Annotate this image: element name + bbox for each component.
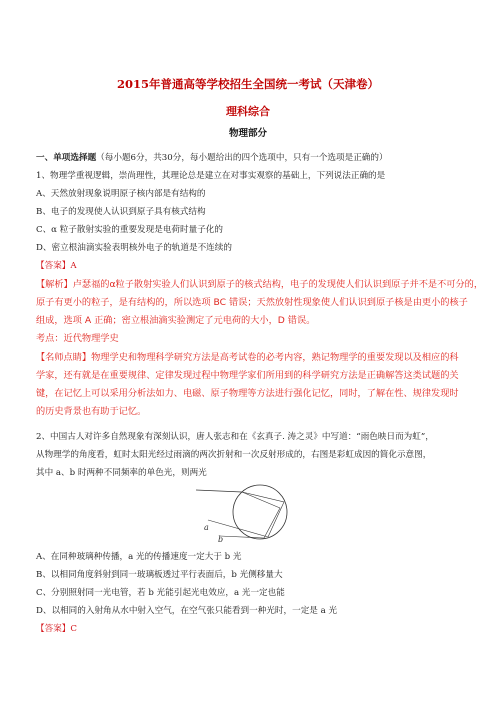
q1-analysis-line: 【解析】卢瑟福的α粒子散射实验人们认识到原子的核式结构，电子的发现使人们认识到原子并不是不可分的， [36,279,484,290]
section-heading [36,153,388,164]
q1-mingshi-line: 键，在记忆上可以采用分析法如力、电磁、原子物理等方法进行强化记忆，同时，了解在性、规律发现时 [36,388,459,399]
q2-answer: 【答案】C [36,624,77,634]
q1-option-b: B、电子的发现使人认识到原子具有核式结构 [36,207,206,217]
part-title: 物理部分 [228,128,267,139]
incident-ray [196,490,242,492]
q2-stem-line: 其中 a、b 时两种不同频率的单色光，则两光 [36,468,207,478]
q2-option-d: D、以相同的入射角从水中射入空气，在空气张只能看到一种光时，一定是 a 光 [36,606,338,616]
label-b: b [218,535,224,542]
q2-stem-line: 从物理学的角度看，虹时太阳光经过雨滴的两次折射和一次反射形成的，右图是彩虹成因的简化示意图， [36,450,432,460]
refracted-ray-outer [242,492,284,537]
raindrop-circle [233,485,287,539]
q1-kaodian: 考点：近代物理学史 [36,333,119,344]
q1-answer: 【答案】A [36,261,77,271]
q1-analysis-line: 组成，选项 A 正确；密立根油滴实验测定了元电荷的大小，D 错误。 [36,315,316,326]
q1-option-d: D、密立根油滴实验表明核外电子的轨道是不连续的 [36,243,232,253]
exit-ray-b [220,536,264,538]
exit-ray-a [208,520,268,537]
q2-stem-line: 2、中国古人对许多自然现象有深刻认识，唐人张志和在《玄真子. 涛之灵》中写道：“雨色映日而为虹”， [36,432,434,442]
q1-stem: 1、物理学重视逻辑，崇尚理性，其理论总是建立在对事实观察的基础上，下列说法正确的是 [36,171,386,181]
q1-mingshi-line: 的历史背景也有助于记忆。 [36,406,147,417]
exam-title: 2015年普通高等学校招生全国统一考试（天津卷） [116,77,379,91]
q2-option-c: C、分别照射同一光电管，若 b 光能引起光电效应，a 光一定也能 [36,588,285,598]
subject-title: 理科综合 [226,105,270,118]
q1-analysis-line: 原子有更小的粒子，是有结构的，所以选项 BC 错误；天然放射性现象使人们认识到原子核是由更小的核子 [36,297,468,308]
q2-option-b: B、以相同角度斜射到同一玻璃板透过平行表面后，b 光侧移量大 [36,570,283,580]
q1-option-c: C、α 粒子散射实验的重要发现是电荷时量子化的 [36,225,223,235]
q2-option-a: A、在同种玻璃种传播，a 光的传播速度一定大于 b 光 [36,552,242,562]
section-instructions: （每小题6分，共30分，每小题给出的四个选项中，只有一个选项是正确的） [96,153,388,163]
label-a: a [204,523,209,532]
q1-mingshi-line: 【名师点睛】物理学史和物理科学研究方法是高考试卷的必考内容，熟记物理学的重要发现以及相应的科 [36,352,459,363]
rainbow-diagram [190,480,300,542]
q1-mingshi-line: 学家，还有就是在重要规律、定律发现过程中物理学家们所用到的科学研究方法是正确解答这类试题的关 [36,370,459,381]
section-heading-label: 一、单项选择题 [36,153,97,163]
q1-option-a: A、天然放射现象说明原子核内部是有结构的 [36,189,206,199]
